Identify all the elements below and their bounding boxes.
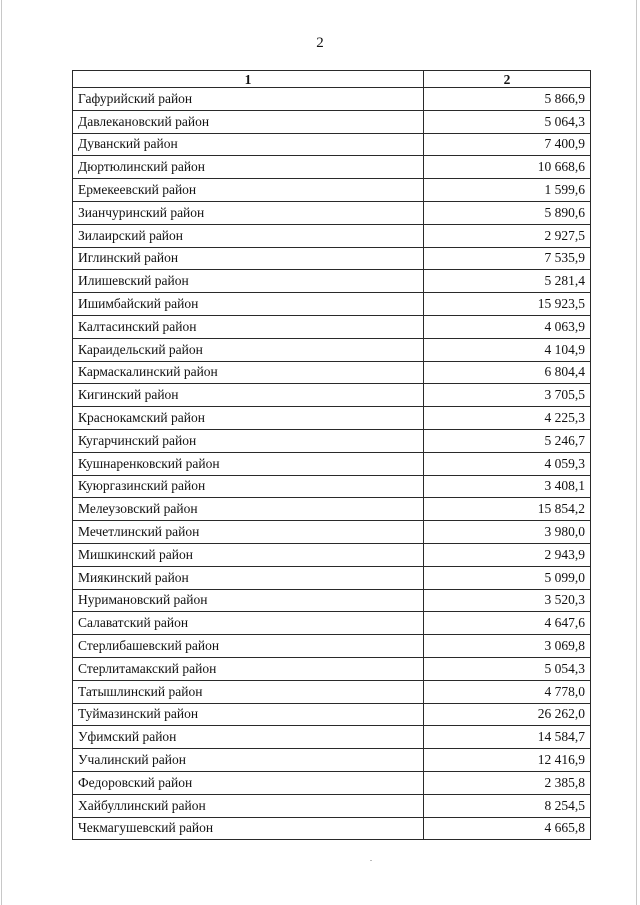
- table-row: [73, 338, 591, 361]
- district-name-cell: Калтасинский район: [73, 315, 424, 338]
- district-name-cell: Караидельский район: [73, 338, 424, 361]
- table-row: [73, 498, 591, 521]
- district-name-cell: Стерлитамакский район: [73, 657, 424, 680]
- value-cell: 5 890,6: [424, 201, 591, 224]
- district-name-cell: Хайбуллинский район: [73, 794, 424, 817]
- district-name-cell: Ермекеевский район: [73, 179, 424, 202]
- table-row: [73, 475, 591, 498]
- value-cell: 5 054,3: [424, 657, 591, 680]
- value-cell: 4 647,6: [424, 612, 591, 635]
- table-row: [73, 680, 591, 703]
- value-cell: 3 069,8: [424, 635, 591, 658]
- district-name-cell: Ишимбайский район: [73, 293, 424, 316]
- value-cell: 2 927,5: [424, 224, 591, 247]
- district-name-cell: Илишевский район: [73, 270, 424, 293]
- value-cell: 15 854,2: [424, 498, 591, 521]
- district-name-cell: Дуванский район: [73, 133, 424, 156]
- district-name-cell: Иглинский район: [73, 247, 424, 270]
- district-name-cell: Уфимский район: [73, 726, 424, 749]
- table-row: [73, 156, 591, 179]
- district-name-cell: Краснокамский район: [73, 407, 424, 430]
- table-row: [73, 88, 591, 111]
- table-row: [73, 749, 591, 772]
- table-row: [73, 247, 591, 270]
- district-name-cell: Учалинский район: [73, 749, 424, 772]
- value-cell: 5 099,0: [424, 566, 591, 589]
- table-row: [73, 224, 591, 247]
- value-cell: 5 866,9: [424, 88, 591, 111]
- table-row: [73, 521, 591, 544]
- value-cell: 15 923,5: [424, 293, 591, 316]
- district-name-cell: Туймазинский район: [73, 703, 424, 726]
- table-row: [73, 657, 591, 680]
- district-name-cell: Татышлинский район: [73, 680, 424, 703]
- value-cell: 3 705,5: [424, 384, 591, 407]
- table-row: [73, 407, 591, 430]
- district-name-cell: Гафурийский район: [73, 88, 424, 111]
- page-edge-left: [1, 0, 2, 905]
- column-header-1: 1: [73, 71, 424, 88]
- district-name-cell: Зианчуринский район: [73, 201, 424, 224]
- district-name-cell: Салаватский район: [73, 612, 424, 635]
- table-row: [73, 817, 591, 840]
- value-cell: 5 246,7: [424, 429, 591, 452]
- district-name-cell: Федоровский район: [73, 771, 424, 794]
- table-row: [73, 133, 591, 156]
- district-name-cell: Куюргазинский район: [73, 475, 424, 498]
- table-row: [73, 110, 591, 133]
- district-table: [72, 70, 591, 840]
- value-cell: 6 804,4: [424, 361, 591, 384]
- value-cell: 8 254,5: [424, 794, 591, 817]
- district-name-cell: Мечетлинский район: [73, 521, 424, 544]
- table-row: [73, 315, 591, 338]
- table-row: [73, 589, 591, 612]
- district-name-cell: Дюртюлинский район: [73, 156, 424, 179]
- value-cell: 3 408,1: [424, 475, 591, 498]
- table-row: [73, 635, 591, 658]
- table-row: [73, 771, 591, 794]
- table-row: [73, 270, 591, 293]
- value-cell: 4 104,9: [424, 338, 591, 361]
- district-name-cell: Миякинский район: [73, 566, 424, 589]
- value-cell: 1 599,6: [424, 179, 591, 202]
- table-row: [73, 726, 591, 749]
- table-row: [73, 566, 591, 589]
- page-edge-right: [636, 0, 637, 905]
- scan-speck: [370, 860, 372, 861]
- value-cell: 5 281,4: [424, 270, 591, 293]
- value-cell: 2 385,8: [424, 771, 591, 794]
- value-cell: 4 778,0: [424, 680, 591, 703]
- value-cell: 3 520,3: [424, 589, 591, 612]
- table-row: [73, 543, 591, 566]
- district-name-cell: Кигинский район: [73, 384, 424, 407]
- district-name-cell: Кугарчинский район: [73, 429, 424, 452]
- district-name-cell: Нуримановский район: [73, 589, 424, 612]
- value-cell: 4 225,3: [424, 407, 591, 430]
- value-cell: 10 668,6: [424, 156, 591, 179]
- value-cell: 5 064,3: [424, 110, 591, 133]
- value-cell: 14 584,7: [424, 726, 591, 749]
- district-name-cell: Чекмагушевский район: [73, 817, 424, 840]
- district-name-cell: Зилаирский район: [73, 224, 424, 247]
- table-row: [73, 201, 591, 224]
- value-cell: 4 063,9: [424, 315, 591, 338]
- table-header-row: [73, 71, 591, 88]
- value-cell: 12 416,9: [424, 749, 591, 772]
- table-row: [73, 293, 591, 316]
- table-row: [73, 179, 591, 202]
- value-cell: 4 059,3: [424, 452, 591, 475]
- column-header-2: 2: [424, 71, 591, 88]
- value-cell: 2 943,9: [424, 543, 591, 566]
- table-row: [73, 429, 591, 452]
- district-name-cell: Давлекановский район: [73, 110, 424, 133]
- table-body: [73, 88, 591, 840]
- district-name-cell: Кармаскалинский район: [73, 361, 424, 384]
- value-cell: 26 262,0: [424, 703, 591, 726]
- district-name-cell: Мелеузовский район: [73, 498, 424, 521]
- page-number: 2: [316, 35, 324, 51]
- district-name-cell: Мишкинский район: [73, 543, 424, 566]
- district-name-cell: Кушнаренковский район: [73, 452, 424, 475]
- value-cell: 4 665,8: [424, 817, 591, 840]
- value-cell: 7 400,9: [424, 133, 591, 156]
- table-row: [73, 794, 591, 817]
- table-row: [73, 612, 591, 635]
- table-row: [73, 703, 591, 726]
- table-row: [73, 361, 591, 384]
- table-row: [73, 452, 591, 475]
- district-name-cell: Стерлибашевский район: [73, 635, 424, 658]
- table-row: [73, 384, 591, 407]
- value-cell: 7 535,9: [424, 247, 591, 270]
- value-cell: 3 980,0: [424, 521, 591, 544]
